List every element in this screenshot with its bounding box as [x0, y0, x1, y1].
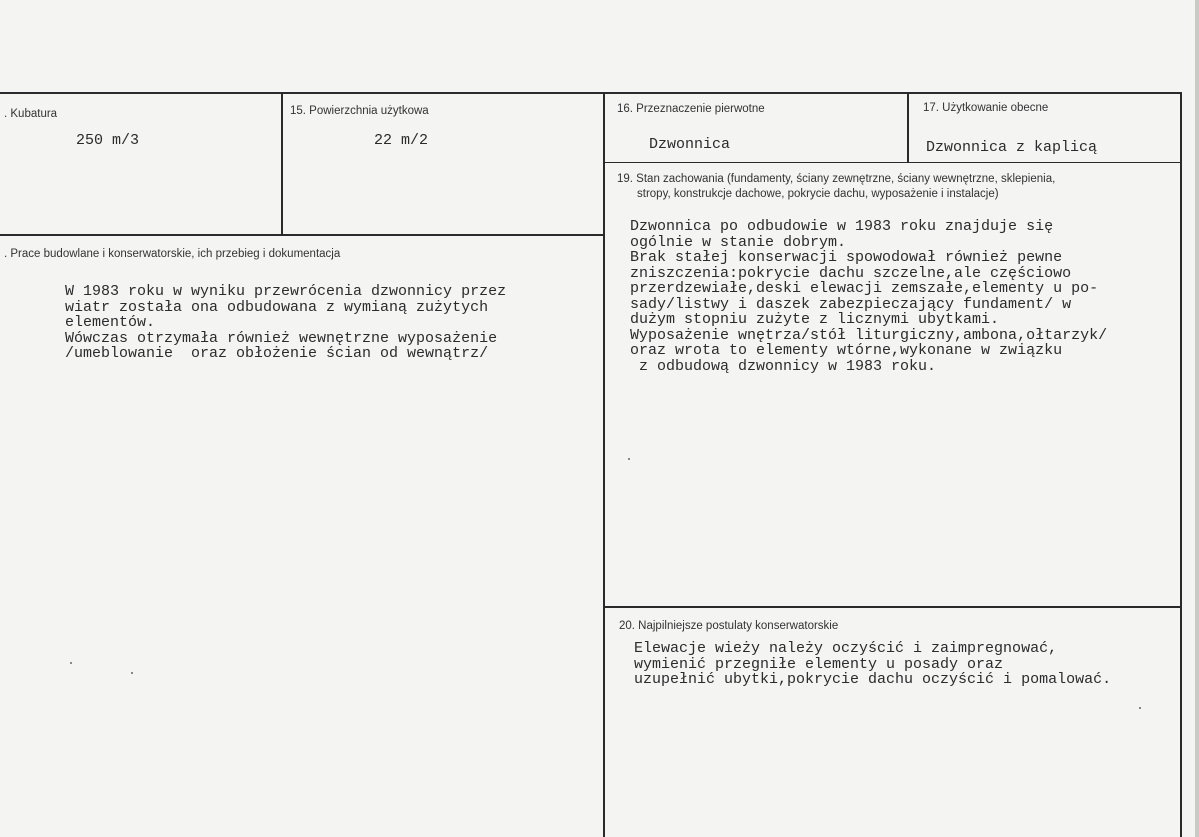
text-line: Wówczas otrzymała również wewnętrzne wyposażenie — [65, 329, 498, 347]
field-19-label-line2: stropy, konstrukcje dachowe, pokrycie dachu, wyposażenie i instalacje) — [637, 188, 999, 200]
text-line: sady/listwy i daszek zabezpieczający fundament/ w — [630, 295, 1072, 313]
field-15-value: 22 m/2 — [374, 132, 429, 149]
field-20-label: 20. Najpilniejsze postulaty konserwatorskie — [619, 620, 839, 632]
text-line: z odbudową dzwonnicy w 1983 roku. — [630, 357, 937, 375]
text-line: oraz wrota to elementy wtórne,wykonane w związku — [630, 342, 1063, 359]
text-line: uzupełnić ubytki,pokrycie dachu oczyścić i pomalować. — [634, 671, 1112, 688]
speck — [131, 672, 133, 674]
text-line: W 1983 roku w wyniku przewrócenia dzwonnicy przez — [65, 283, 507, 300]
field-18-label: . Prace budowlane i konserwatorskie, ich przebieg i dokumentacja — [4, 248, 341, 260]
text-line: ogólnie w stanie dobrym. — [630, 233, 847, 251]
divider-16-17 — [907, 92, 909, 163]
field-14-label: . Kubatura — [4, 108, 58, 120]
text-line: Dzwonnica po odbudowie w 1983 roku znajduje się — [630, 218, 1054, 235]
field-16-value: Dzwonnica — [649, 136, 731, 153]
field-14-value: 250 m/3 — [76, 132, 140, 149]
field-18-text — [65, 284, 506, 362]
text-line: wiatr została ona odbudowana z wymianą zużytych — [65, 298, 489, 316]
rule-18-top — [0, 234, 605, 236]
right-border — [1180, 92, 1182, 837]
field-20-text — [634, 641, 1111, 688]
field-19-label-line1: 19. Stan zachowania (fundamenty, ściany zewnętrzne, ściany wewnętrzne, sklepienia, — [617, 173, 1056, 185]
field-17-label: 17. Użytkowanie obecne — [923, 102, 1049, 114]
text-line: dużym stopniu zużyte z licznymi ubytkami. — [630, 311, 1000, 328]
text-line: Wyposażenie wnętrza/stół liturgiczny,ambona,ołtarzyk/ — [630, 326, 1108, 344]
text-line: przerdzewiałe,deski elewacji zemszałe,elementy u po- — [630, 280, 1099, 297]
text-line: wymienić przegniłe elementy u posady oraz — [634, 655, 1004, 673]
card-edge — [1195, 0, 1199, 837]
rule-20-top — [605, 606, 1182, 608]
top-rule — [0, 92, 1182, 94]
field-15-label: 15. Powierzchnia użytkowa — [290, 105, 429, 117]
field-17-value: Dzwonnica z kaplicą — [926, 139, 1098, 156]
field-19-text — [630, 219, 1107, 374]
speck — [628, 458, 630, 460]
speck — [1139, 707, 1141, 709]
text-line: Elewacje wieży należy oczyścić i zaimpregnować, — [634, 640, 1058, 657]
divider-14-15 — [281, 92, 283, 235]
text-line: Brak stałej konserwacji spowodował również pewne — [630, 249, 1063, 266]
speck — [70, 662, 72, 664]
text-line: /umeblowanie oraz obłożenie ścian od wewnątrz/ — [65, 345, 489, 362]
text-line: elementów. — [65, 314, 156, 331]
text-line: zniszczenia:pokrycie dachu szczelne,ale częściowo — [630, 264, 1072, 282]
rule-19-top — [605, 162, 1182, 163]
field-16-label: 16. Przeznaczenie pierwotne — [617, 103, 765, 115]
divider-left-right — [603, 92, 605, 837]
